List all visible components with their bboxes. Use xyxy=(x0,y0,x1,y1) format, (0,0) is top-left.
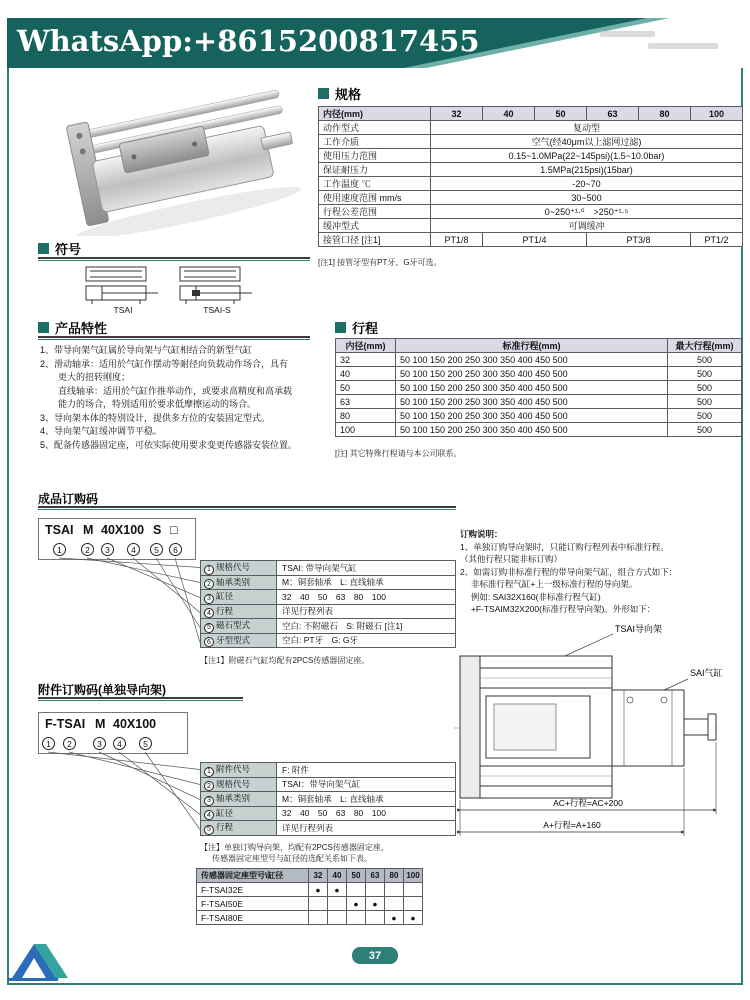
divider xyxy=(38,336,310,340)
cell: PT3/8 xyxy=(587,233,691,247)
cell: 80 xyxy=(336,409,396,423)
cell: ● xyxy=(385,911,404,925)
cell: 500 xyxy=(668,381,742,395)
frame-left xyxy=(7,18,9,985)
row xyxy=(319,163,743,177)
feature-line: 2、滑动轴承：适用於气缸作摆动等耐径向负载动作场合，具有 xyxy=(40,358,289,369)
row xyxy=(201,806,456,821)
row xyxy=(201,821,456,836)
order-notes-line: 例如: SAI32X160(非标准行程气缸) xyxy=(460,591,601,602)
cell: F: 附件 xyxy=(277,763,456,778)
cell: 空气(经40μm以上滤网过滤) xyxy=(431,135,743,149)
row xyxy=(319,107,743,121)
cell: 50 xyxy=(535,107,587,121)
order-code-box xyxy=(38,518,196,560)
row xyxy=(197,911,423,925)
feature-line: 5、配备传感器固定座，可依实际使用要求变更传感器安装位置。 xyxy=(40,439,298,450)
drawing-dim-top: AC+行程=AC+200 xyxy=(553,798,623,808)
cell: 详见行程列表 xyxy=(277,821,456,836)
cell: M：铜套轴承 L: 直线轴承 xyxy=(277,792,456,807)
pneumatic-symbol-tsai xyxy=(84,264,162,304)
code-part: 40X100 xyxy=(113,717,157,731)
cell xyxy=(309,897,328,911)
faint-print-mark xyxy=(600,31,655,37)
row-label: 缸径 xyxy=(216,807,234,818)
cell: 32 40 50 63 80 100 xyxy=(277,806,456,821)
cell: 接管口径 [注1] xyxy=(319,233,431,247)
cell: TSAI: 带导向架气缸 xyxy=(277,561,456,576)
section-bullet xyxy=(38,243,49,254)
row xyxy=(201,590,456,605)
cell xyxy=(201,763,277,778)
cell xyxy=(201,792,277,807)
code-part: F-TSAI xyxy=(45,717,86,731)
cell: 80 xyxy=(639,107,691,121)
acc-code-box xyxy=(38,712,188,754)
cell xyxy=(404,883,423,897)
cell: 500 xyxy=(668,395,742,409)
row xyxy=(197,883,423,897)
feature-line: 更大的扭转刚度； xyxy=(40,372,131,382)
row xyxy=(319,233,743,247)
spec-section-title xyxy=(318,84,361,103)
product-photo xyxy=(28,78,308,236)
page-number: 37 xyxy=(368,949,382,962)
cell: PT1/2 xyxy=(691,233,743,247)
cell xyxy=(385,897,404,911)
row-circle: 3 xyxy=(204,594,214,604)
cell: 内径(mm) xyxy=(336,339,396,353)
combination-drawing xyxy=(452,618,742,853)
cell: PT1/4 xyxy=(483,233,587,247)
cell: 传感器固定座型号\缸径 xyxy=(197,869,309,883)
cell xyxy=(201,604,277,619)
cell: 32 40 50 63 80 100 xyxy=(277,590,456,605)
cell: 使用速度范围 mm/s xyxy=(319,191,431,205)
row-label: 牙型型式 xyxy=(216,634,251,645)
cell: 500 xyxy=(668,409,742,423)
cell: 可调缓冲 xyxy=(431,219,743,233)
cell xyxy=(201,619,277,634)
row xyxy=(319,135,743,149)
cell: 63 xyxy=(336,395,396,409)
cell: 1.5MPa(215psi)(15bar) xyxy=(431,163,743,177)
row xyxy=(319,121,743,135)
cell: -20~70 xyxy=(431,177,743,191)
row-circle: 2 xyxy=(204,579,214,589)
cell: 50 100 150 200 250 300 350 400 450 500 xyxy=(396,381,668,395)
order-note: 【注1】附磁石气缸均配有2PCS传感器固定座。 xyxy=(200,656,370,665)
symbol-label-tsai: TSAI xyxy=(113,305,133,315)
cell: 保证耐压力 xyxy=(319,163,431,177)
order-notes-title: 订购说明： xyxy=(460,529,503,539)
row xyxy=(319,219,743,233)
cell xyxy=(328,897,347,911)
divider xyxy=(38,257,310,261)
cell: 空白: 不附磁石 S: 附磁石 [注1] xyxy=(277,619,456,634)
cell: ● xyxy=(366,897,385,911)
cell: 50 100 150 200 250 300 350 400 450 500 xyxy=(396,395,668,409)
row xyxy=(197,897,423,911)
row xyxy=(201,633,456,648)
order-section-title xyxy=(38,490,98,507)
cell: 缓冲型式 xyxy=(319,219,431,233)
cell xyxy=(366,911,385,925)
section-bullet xyxy=(38,322,49,333)
drawing-dim-bottom: A+行程=A+160 xyxy=(543,820,601,830)
stroke-note: [注] 其它特殊行程请与本公司联系。 xyxy=(335,449,462,458)
cell: 63 xyxy=(366,869,385,883)
section-bullet xyxy=(335,322,346,333)
cell: 40 xyxy=(336,367,396,381)
feature-line: 1、带导向架气缸属於导向架与气缸相结合的新型气缸 xyxy=(40,345,253,355)
brand-logo xyxy=(8,936,80,984)
pneumatic-symbol-tsai-s xyxy=(178,264,256,304)
feature-line: 能力的场合，特别适用於要求低摩擦运动的场合。 xyxy=(40,399,257,409)
cell: M：铜套轴承 L: 直线轴承 xyxy=(277,575,456,590)
feature-line: 3、导向架本体的特别设计，提供多方位的安装固定型式。 xyxy=(40,412,271,423)
cell: 500 xyxy=(668,423,742,437)
cell: 30~500 xyxy=(431,191,743,205)
divider xyxy=(38,506,456,510)
code-circle-4: 4 xyxy=(113,737,126,750)
feature-line: 4、导向架气缸缓冲调节平稳。 xyxy=(40,426,163,436)
code-circle-4: 4 xyxy=(127,543,140,556)
row-circle: 1 xyxy=(204,767,214,777)
row xyxy=(319,191,743,205)
row xyxy=(201,777,456,792)
row-label: 轴承类别 xyxy=(216,576,251,587)
cell: 32 xyxy=(431,107,483,121)
row-circle: 6 xyxy=(204,637,214,647)
code-circle-5: 5 xyxy=(139,737,152,750)
spec-note: [注1] 接管牙型有PT牙、G牙可选。 xyxy=(318,258,442,267)
section-title-text: 产品特性 xyxy=(55,321,108,336)
cell xyxy=(404,897,423,911)
row xyxy=(319,205,743,219)
stroke-table xyxy=(335,338,742,437)
cell xyxy=(201,561,277,576)
row-circle: 1 xyxy=(204,565,214,575)
cell: 100 xyxy=(691,107,743,121)
row-label: 附件代号 xyxy=(216,764,251,774)
row-circle: 5 xyxy=(204,825,214,835)
code-circle-5: 5 xyxy=(150,543,163,556)
cell: 80 xyxy=(385,869,404,883)
cell: F-TSAI32E xyxy=(197,883,309,897)
row-circle: 4 xyxy=(204,810,214,820)
cell xyxy=(201,590,277,605)
code-circle-3: 3 xyxy=(101,543,114,556)
acc-note-line1: 【注】单独订购导向架，均配有2PCS传感器固定座， xyxy=(200,843,389,852)
cell: 50 xyxy=(336,381,396,395)
cell: 详见行程列表 xyxy=(277,604,456,619)
divider xyxy=(38,697,243,701)
cell: 工作介质 xyxy=(319,135,431,149)
row-label: 磁石型式 xyxy=(216,620,251,630)
section-title-text: 规格 xyxy=(335,87,362,102)
cell: 复动型 xyxy=(431,121,743,135)
cell: 内径(mm) xyxy=(319,107,431,121)
cell: TSAI：带导向架气缸 xyxy=(277,777,456,792)
row xyxy=(336,423,742,437)
cell: 100 xyxy=(336,423,396,437)
section-title-text: 符号 xyxy=(55,242,82,257)
row-label: 行程 xyxy=(216,822,234,832)
row-label: 行程 xyxy=(216,605,234,616)
cell: 40 xyxy=(483,107,535,121)
drawing-frame-label: TSAI导向架 xyxy=(615,624,663,634)
row xyxy=(319,177,743,191)
row-label: 缸径 xyxy=(216,591,234,601)
acc-rows-table xyxy=(200,762,456,836)
order-notes-line: +F-TSAIM32X200(标准行程导向架)。外形如下： xyxy=(460,604,656,614)
cell: 63 xyxy=(587,107,639,121)
row xyxy=(201,619,456,634)
cell xyxy=(385,883,404,897)
row-circle: 5 xyxy=(204,623,214,633)
features-section-title xyxy=(38,318,107,337)
row xyxy=(201,763,456,778)
cell: 50 100 150 200 250 300 350 400 450 500 xyxy=(396,409,668,423)
cell: 使用压力范围 xyxy=(319,149,431,163)
row-circle: 3 xyxy=(204,796,214,806)
cell: 0.15~1.0MPa(22~145psi)(1.5~10.0bar) xyxy=(431,149,743,163)
row-label: 规格代号 xyxy=(216,562,251,572)
feature-line: 直线轴承：适用於气缸作推举动作，或要求高精度和高承载 xyxy=(40,385,293,396)
code-circle-3: 3 xyxy=(93,737,106,750)
cell xyxy=(328,911,347,925)
blank-option-box: □ xyxy=(170,523,178,537)
cell: 500 xyxy=(668,353,742,367)
code-part: 40X100 xyxy=(101,523,145,537)
cell xyxy=(366,883,385,897)
cell: 动作型式 xyxy=(319,121,431,135)
order-notes xyxy=(460,528,740,616)
cell: F-TSAI50E xyxy=(197,897,309,911)
cell: 50 xyxy=(347,869,366,883)
row xyxy=(336,381,742,395)
cell: ● xyxy=(309,883,328,897)
row-label: 规格代号 xyxy=(216,778,251,789)
cell: 行程公差范围 xyxy=(319,205,431,219)
page-number-badge xyxy=(352,947,398,964)
cell: 最大行程(mm) xyxy=(668,339,742,353)
section-bullet xyxy=(318,88,329,99)
code-part: M xyxy=(83,523,94,537)
cell: 标准行程(mm) xyxy=(396,339,668,353)
drawing-cyl-label: SAI气缸 xyxy=(690,668,723,678)
row xyxy=(197,869,423,883)
row-circle: 2 xyxy=(204,781,214,791)
cell xyxy=(201,806,277,821)
cell: 32 xyxy=(309,869,328,883)
cell: 0~250⁺¹·⁰ >250⁺¹·⁵ xyxy=(431,205,743,219)
code-circle-2: 2 xyxy=(63,737,76,750)
sensor-mount-table xyxy=(196,868,423,925)
order-notes-line: 2、如需订购非标准行程的带导向架气缸，组合方式如下： xyxy=(460,566,678,577)
row xyxy=(201,575,456,590)
frame-bottom xyxy=(7,983,743,985)
cell xyxy=(201,821,277,836)
code-part: S xyxy=(153,523,162,537)
acc-section-title xyxy=(38,681,166,698)
section-title-text: 行程 xyxy=(352,321,379,336)
cell xyxy=(201,633,277,648)
section-title-text: 成品订购码 xyxy=(38,492,99,506)
cell: F-TSAI80E xyxy=(197,911,309,925)
cell xyxy=(201,777,277,792)
cell: 500 xyxy=(668,367,742,381)
order-notes-line: （其他行程只能非标订购） xyxy=(460,554,563,564)
row xyxy=(319,149,743,163)
cell xyxy=(201,575,277,590)
section-title-text: 附件订购码(单独导向架) xyxy=(38,683,166,697)
code-circle-1: 1 xyxy=(53,543,66,556)
row xyxy=(336,339,742,353)
acc-note-line2: 传感器固定座型号与缸径的选配关系如下表。 xyxy=(212,854,372,863)
row-circle: 4 xyxy=(204,608,214,618)
row xyxy=(336,395,742,409)
row xyxy=(336,367,742,381)
cell xyxy=(347,911,366,925)
acc-connector-lines xyxy=(38,750,200,835)
symbol-section-title xyxy=(38,239,81,258)
cell: 32 xyxy=(336,353,396,367)
code-circle-1: 1 xyxy=(42,737,55,750)
cell xyxy=(347,883,366,897)
order-rows-table xyxy=(200,560,456,648)
order-connector-lines xyxy=(38,556,200,648)
cell: ● xyxy=(404,911,423,925)
cell: 50 100 150 200 250 300 350 400 450 500 xyxy=(396,367,668,381)
cell: 50 100 150 200 250 300 350 400 450 500 xyxy=(396,423,668,437)
cell: 100 xyxy=(404,869,423,883)
cell: ● xyxy=(328,883,347,897)
row xyxy=(201,561,456,576)
row xyxy=(336,353,742,367)
cell: PT1/8 xyxy=(431,233,483,247)
whatsapp-text: WhatsApp:+8615200817455 xyxy=(17,24,480,58)
code-part: TSAI xyxy=(45,523,74,537)
spec-table xyxy=(318,106,743,247)
row xyxy=(201,604,456,619)
order-notes-line: 非标准行程气缸+上一级标准行程的导向架。 xyxy=(460,579,638,589)
code-circle-6: 6 xyxy=(169,543,182,556)
row-label: 轴承类别 xyxy=(216,793,251,803)
cell: 50 100 150 200 250 300 350 400 450 500 xyxy=(396,353,668,367)
code-part: M xyxy=(95,717,106,731)
faint-print-mark xyxy=(648,43,718,49)
order-notes-line: 1、单独订购导向架时，只能订购行程列表中标准行程。 xyxy=(460,541,669,552)
features-text xyxy=(40,344,315,452)
symbol-label-tsai-s: TSAI-S xyxy=(203,305,231,315)
code-circle-2: 2 xyxy=(81,543,94,556)
cell: 空白: PT牙 G: G牙 xyxy=(277,633,456,648)
cell: ● xyxy=(347,897,366,911)
top-banner xyxy=(7,18,743,68)
cell: 工作温度 ℃ xyxy=(319,177,431,191)
cell xyxy=(309,911,328,925)
stroke-section-title xyxy=(335,318,378,337)
row xyxy=(336,409,742,423)
row xyxy=(201,792,456,807)
cell: 40 xyxy=(328,869,347,883)
